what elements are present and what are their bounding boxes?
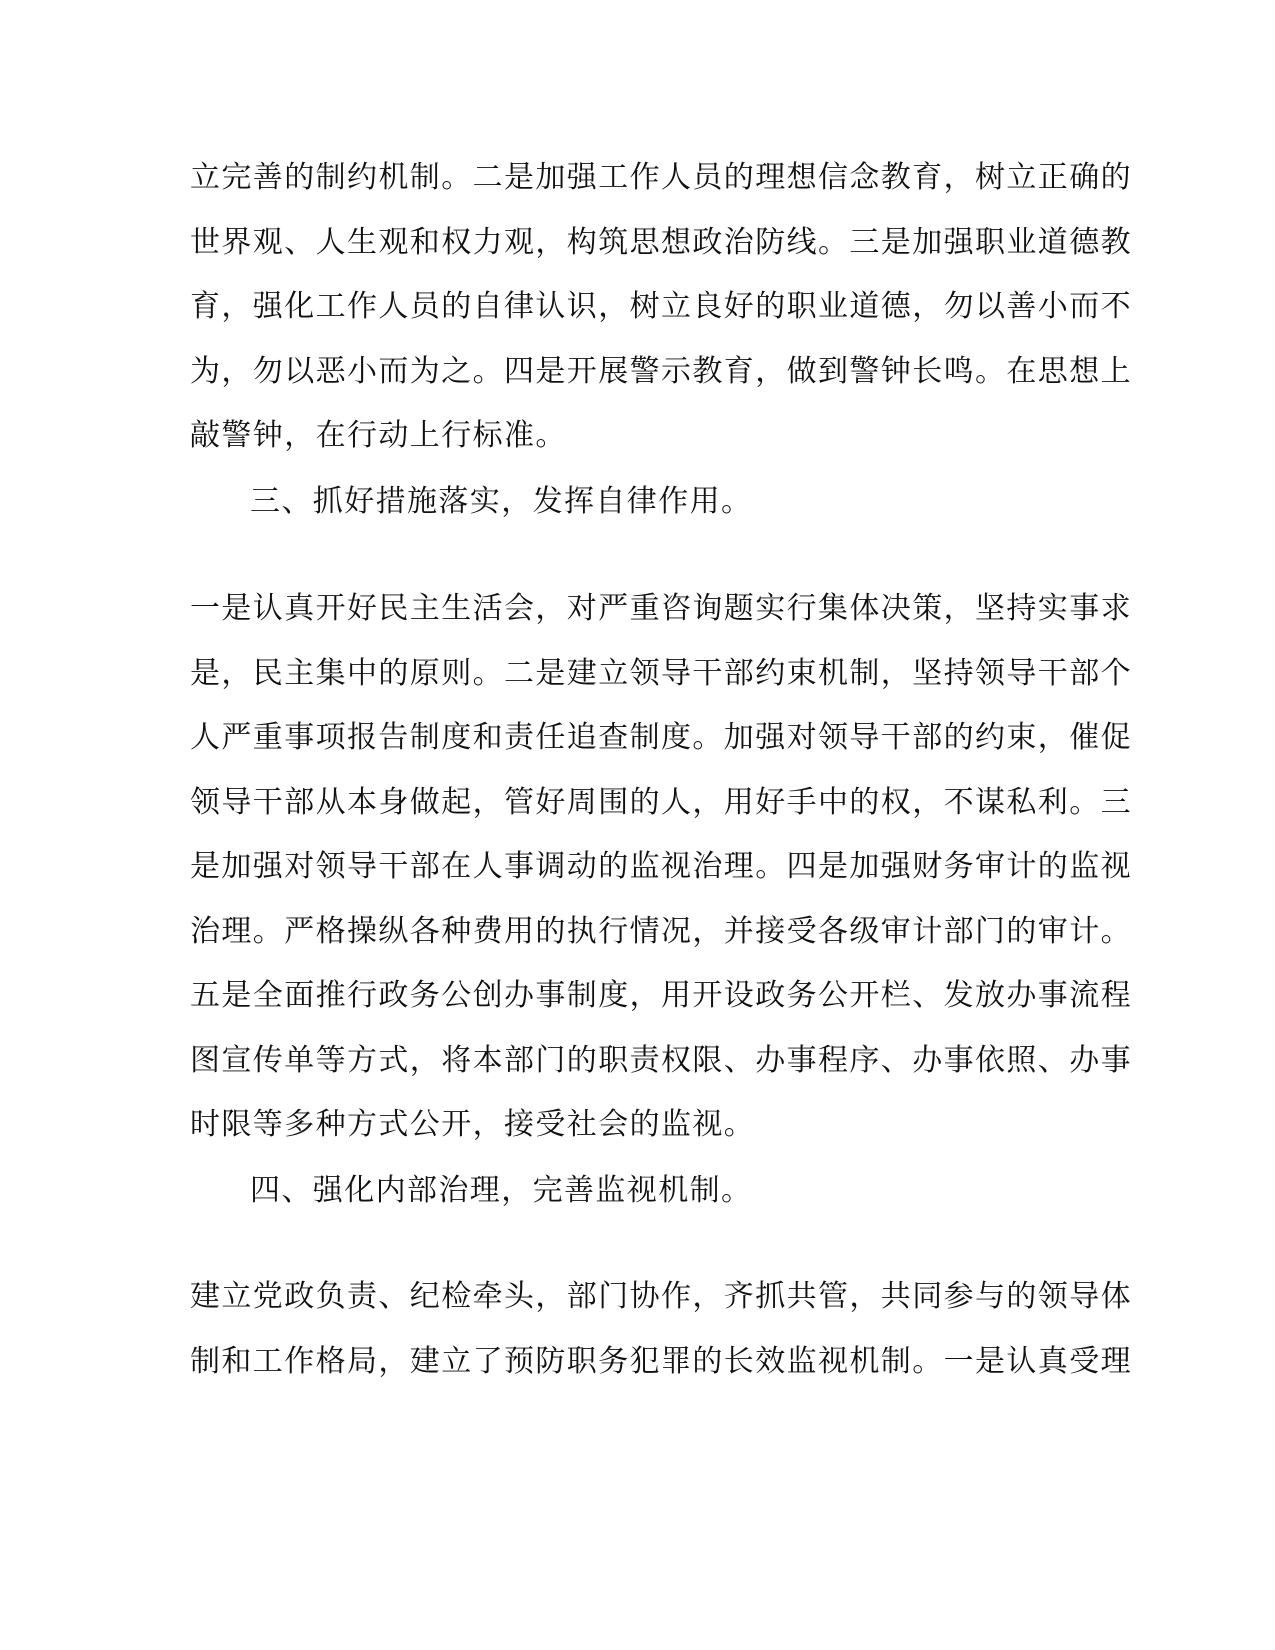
section-heading-4: 四、强化内部治理，完善监视机制。	[250, 1173, 753, 1208]
paragraph-line: 敲警钟，在行动上行标准。	[190, 418, 567, 453]
paragraph-line: 是，民主集中的原则。二是建立领导干部约束机制，坚持领导干部个	[190, 655, 1132, 691]
paragraph-line: 为，勿以恶小而为之。四是开展警示教育，做到警钟长鸣。在思想上	[190, 353, 1132, 389]
paragraph-line: 图宣传单等方式，将本部门的职责权限、办事程序、办事依照、办事	[190, 1042, 1132, 1078]
paragraph-section-3	[190, 577, 1132, 1158]
paragraph-line: 一是认真开好民主生活会，对严重咨询题实行集体决策，坚持实事求	[190, 591, 1132, 626]
paragraph-line: 是加强对领导干部在人事调动的监视治理。四是加强财务审计的监视	[190, 849, 1132, 884]
paragraph-section-4	[190, 1265, 1132, 1394]
paragraph-line: 治理。严格操纵各种费用的执行情况，并接受各级审计部门的审计。	[190, 913, 1132, 949]
paragraph-line: 育，强化工作人员的自律认识，树立良好的职业道德，勿以善小而不	[190, 289, 1132, 324]
paragraph-line: 建立党政负责、纪检牵头，部门协作，齐抓共管，共同参与的领导体	[190, 1279, 1132, 1314]
paragraph-line: 五是全面推行政务公创办事制度，用开设政务公开栏、发放办事流程	[190, 978, 1132, 1013]
paragraph-line: 人严重事项报告制度和责任追查制度。加强对领导干部的约束，催促	[190, 720, 1132, 755]
section-heading-3: 三、抓好措施落实，发挥自律作用。	[250, 484, 753, 519]
paragraph-line: 制和工作格局，建立了预防职务犯罪的长效监视机制。一是认真受理	[190, 1343, 1132, 1379]
paragraph-continued	[190, 146, 1132, 469]
paragraph-line: 领导干部从本身做起，管好周围的人，用好手中的权，不谋私利。三	[190, 784, 1132, 820]
paragraph-line: 世界观、人生观和权力观，构筑思想政治防线。三是加强职业道德教	[190, 224, 1132, 260]
paragraph-line: 时限等多种方式公开，接受社会的监视。	[190, 1107, 756, 1142]
paragraph-line: 立完善的制约机制。二是加强工作人员的理想信念教育，树立正确的	[190, 160, 1132, 195]
